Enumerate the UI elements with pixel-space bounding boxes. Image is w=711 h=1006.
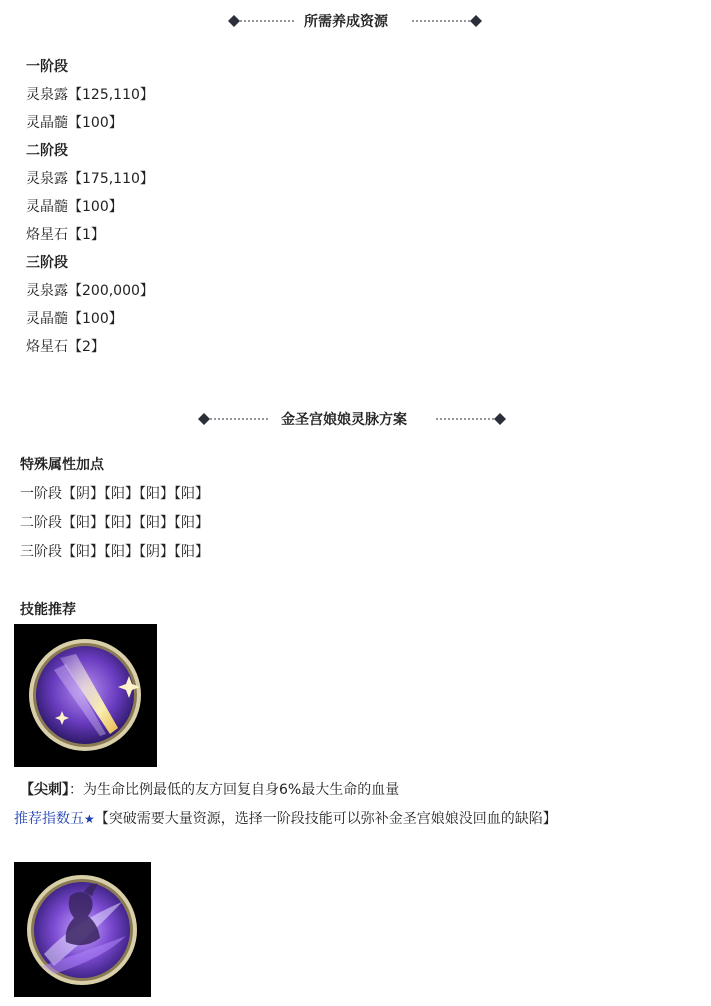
resource-item: 灵晶髓【100】 [26, 199, 123, 215]
skill-heading: 技能推荐 [20, 602, 76, 618]
star-icon: ★ [84, 812, 95, 826]
section-title: 金圣宫娘娘灵脉方案 [279, 409, 409, 429]
stage-heading: 二阶段 [26, 143, 68, 159]
diamond-icon [494, 413, 506, 425]
diamond-icon [228, 15, 240, 27]
attr-heading: 特殊属性加点 [20, 457, 104, 473]
section-title: 所需养成资源 [302, 11, 390, 31]
recommendation-label: 推荐指数五 [14, 811, 84, 827]
skill-desc-text: ：为生命比例最低的友方回复自身6%最大生命的血量 [69, 782, 400, 798]
diamond-icon [470, 15, 482, 27]
diamond-icon [198, 413, 210, 425]
resource-item: 灵晶髓【100】 [26, 311, 123, 327]
recommendation-line [14, 809, 557, 829]
skill-spike-icon [14, 624, 157, 767]
skill-name: 【尖刺】 [20, 782, 69, 798]
attr-row: 三阶段【阳】【阳】【阴】【阳】 [20, 544, 209, 560]
recommendation-note: 【突破需要大量资源，选择一阶段技能可以弥补金圣宫娘娘没回血的缺陷】 [94, 811, 557, 827]
resource-item: 灵晶髓【100】 [26, 115, 123, 131]
attr-row: 一阶段【阴】【阳】【阳】【阳】 [20, 486, 209, 502]
stage-heading: 三阶段 [26, 255, 68, 271]
skill-description [20, 780, 399, 800]
resource-item: 灵泉露【200,000】 [26, 283, 154, 299]
resource-item: 烙星石【2】 [26, 339, 105, 355]
skill-second-icon [14, 862, 151, 997]
resource-item: 烙星石【1】 [26, 227, 105, 243]
resource-item: 灵泉露【125,110】 [26, 87, 154, 103]
stage-heading: 一阶段 [26, 59, 68, 75]
resource-item: 灵泉露【175,110】 [26, 171, 154, 187]
attr-row: 二阶段【阳】【阳】【阳】【阳】 [20, 515, 209, 531]
section-divider-resources [0, 9, 711, 33]
section-divider-plan [0, 407, 711, 431]
